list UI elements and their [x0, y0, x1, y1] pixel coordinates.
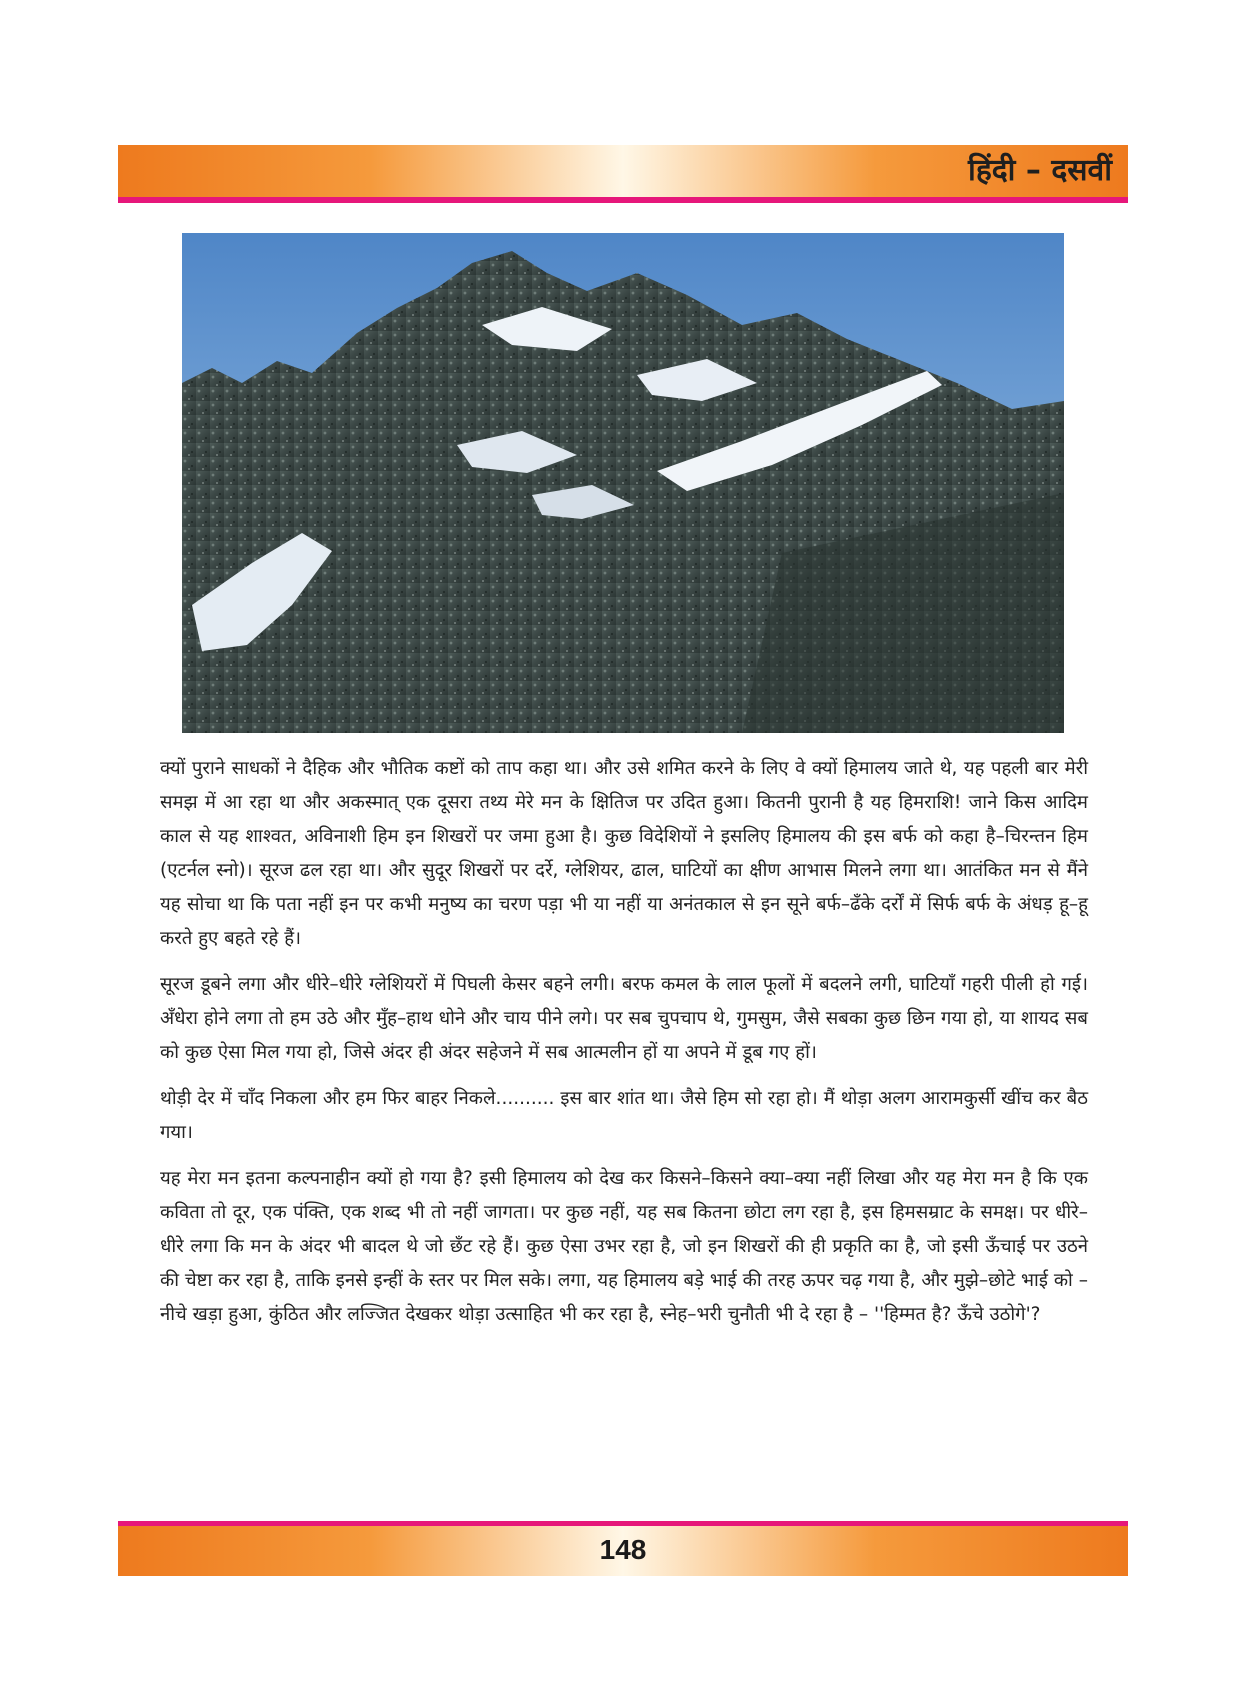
page-number: 148: [599, 1534, 647, 1565]
paragraph: थोड़ी देर में चाँद निकला और हम फिर बाहर निकले.......... इस बार शांत था। जैसे हिम सो रहा हो। मैं थोड़ा अलग आरामकुर्सी खींच कर बैठ गया।: [160, 1088, 1088, 1143]
header-divider: [118, 197, 1128, 203]
footer-band: [118, 1526, 1128, 1576]
mountain-photo: [182, 233, 1064, 733]
article-text: [160, 752, 1088, 1344]
paragraph: क्यों पुराने साधकों ने दैहिक और भौतिक कष्टों को ताप कहा था। और उसे शमित करने के लिए वे क्यों हिमालय जाते थे, यह पहली बार मेरी समझ में आ रहा था और अकस्मात् एक दूसरा तथ्य मेरे मन के क्षितिज पर उदित हुआ। कितनी पुरानी है यह हिमराशि! जाने किस आदिम काल से यह शाश्वत, अविनाशी हिम इन शिखरों पर जमा हुआ है। कुछ विदेशियों ने इसलिए हिमालय की इस बर्फ को कहा है–चिरन्तन हिम (एटर्नल स्नो)। सूरज ढल रहा था। और सुदूर शिखरों पर दर्रे, ग्लेशियर, ढाल, घाटियों का क्षीण आभास मिलने लगा था। आतंकित मन से मैंने यह सोचा था कि पता नहीं इन पर कभी मनुष्य का चरण पड़ा भी या नहीं या अनंतकाल से इन सूने बर्फ–ढँके दर्रों में सिर्फ बर्फ के अंधड़ हू–हू करते हुए बहते रहे हैं।: [160, 758, 1088, 949]
book-title: हिंदी – दसवीं: [968, 153, 1112, 188]
paragraph: सूरज डूबने लगा और धीरे–धीरे ग्लेशियरों में पिघली केसर बहने लगी। बरफ कमल के लाल फूलों में बदलने लगी, घाटियाँ गहरी पीली हो गई। अँधेरा होने लगा तो हम उठे और मुँह–हाथ धोने और चाय पीने लगे। पर सब चुपचाप थे, गुमसुम, जैसे सबका कुछ छिन गया हो, या शायद सब को कुछ ऐसा मिल गया हो, जिसे अंदर ही अंदर सहेजने में सब आत्मलीन हों या अपने में डूब गए हों।: [160, 974, 1088, 1063]
header-band: [118, 145, 1128, 197]
paragraph: यह मेरा मन इतना कल्पनाहीन क्यों हो गया है? इसी हिमालय को देख कर किसने–किसने क्या–क्या नहीं लिखा और यह मेरा मन है कि एक कविता तो दूर, एक पंक्ति, एक शब्द भी तो नहीं जागता। पर कुछ नहीं, यह सब कितना छोटा लग रहा है, इस हिमसम्राट के समक्ष। पर धीरे–धीरे लगा कि मन के अंदर भी बादल थे जो छँट रहे हैं। कुछ ऐसा उभर रहा है, जो इन शिखरों की ही प्रकृति का है, जो इसी ऊँचाई पर उठने की चेष्टा कर रहा है, ताकि इनसे इन्हीं के स्तर पर मिल सके। लगा, यह हिमालय बड़े भाई की तरह ऊपर चढ़ गया है, और मुझे–छोटे भाई को – नीचे खड़ा हुआ, कुंठित और लज्जित देखकर थोड़ा उत्साहित भी कर रहा है, स्नेह–भरी चुनौती भी दे रहा है – ''हिम्मत है? ऊँचे उठोगे'?: [160, 1168, 1088, 1325]
